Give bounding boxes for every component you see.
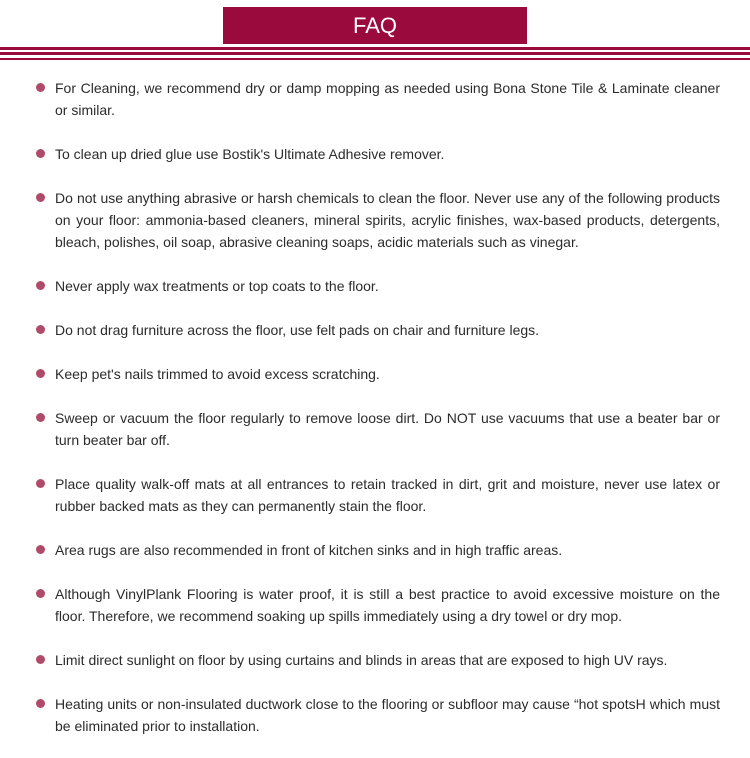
divider-line <box>0 58 750 60</box>
bullet-icon <box>36 83 45 92</box>
list-item <box>55 187 720 253</box>
list-item-text: Area rugs are also recommended in front of kitchen sinks and in high traffic areas. <box>55 542 563 558</box>
page-title: FAQ <box>352 13 397 38</box>
list-item <box>55 275 720 297</box>
list-item-text: Keep pet's nails trimmed to avoid excess scratching. <box>55 366 380 382</box>
bullet-icon <box>36 369 45 378</box>
list-item-text: Heating units or non-insulated ductwork close to the flooring or subfloor may cause “hot spotsH which must be eliminated prior to installation. <box>55 696 720 734</box>
list-item <box>55 583 720 627</box>
list-item <box>55 407 720 451</box>
divider-line <box>0 47 750 50</box>
list-item-text: To clean up dried glue use Bostik's Ultimate Adhesive remover. <box>55 146 445 162</box>
list-item <box>55 473 720 517</box>
list-item-text: Do not drag furniture across the floor, use felt pads on chair and furniture legs. <box>55 322 540 338</box>
divider-line <box>0 52 750 55</box>
bullet-icon <box>36 589 45 598</box>
list-item <box>55 319 720 341</box>
bullet-icon <box>36 325 45 334</box>
list-item-text: Although VinylPlank Flooring is water proof, it is still a best practice to avoid excessive moisture on the floor. Therefore, we recommend soaking up spills immediately using a dry towel or dry mop. <box>55 586 720 624</box>
list-item-text: For Cleaning, we recommend dry or damp mopping as needed using Bona Stone Tile & Laminate cleaner or similar. <box>55 80 720 118</box>
bullet-icon <box>36 149 45 158</box>
faq-title-banner <box>223 7 527 44</box>
list-item <box>55 649 720 671</box>
list-item-text: Sweep or vacuum the floor regularly to remove loose dirt. Do NOT use vacuums that use a beater bar or turn beater bar off. <box>55 410 720 448</box>
bullet-icon <box>36 545 45 554</box>
bullet-icon <box>36 193 45 202</box>
list-item <box>55 539 720 561</box>
list-item-text: Never apply wax treatments or top coats to the floor. <box>55 278 379 294</box>
list-item <box>55 693 720 737</box>
list-item <box>55 77 720 121</box>
list-item-text: Place quality walk-off mats at all entrances to retain tracked in dirt, grit and moisture, never use latex or rubber backed mats as they can permanently stain the floor. <box>55 476 720 514</box>
list-item-text: Do not use anything abrasive or harsh chemicals to clean the floor. Never use any of the following products on your floor: ammonia-based cleaners, mineral spirits, acrylic finishes, wax-based products, detergents, bleach, polishes, oil soap, abrasive cleaning soaps, acidic materials such as vinegar. <box>55 190 720 250</box>
list-item <box>55 363 720 385</box>
bullet-icon <box>36 655 45 664</box>
bullet-icon <box>36 699 45 708</box>
list-item-text: Limit direct sunlight on floor by using curtains and blinds in areas that are exposed to high UV rays. <box>55 652 668 668</box>
bullet-icon <box>36 413 45 422</box>
bullet-icon <box>36 281 45 290</box>
bullet-icon <box>36 479 45 488</box>
list-item <box>55 143 720 165</box>
